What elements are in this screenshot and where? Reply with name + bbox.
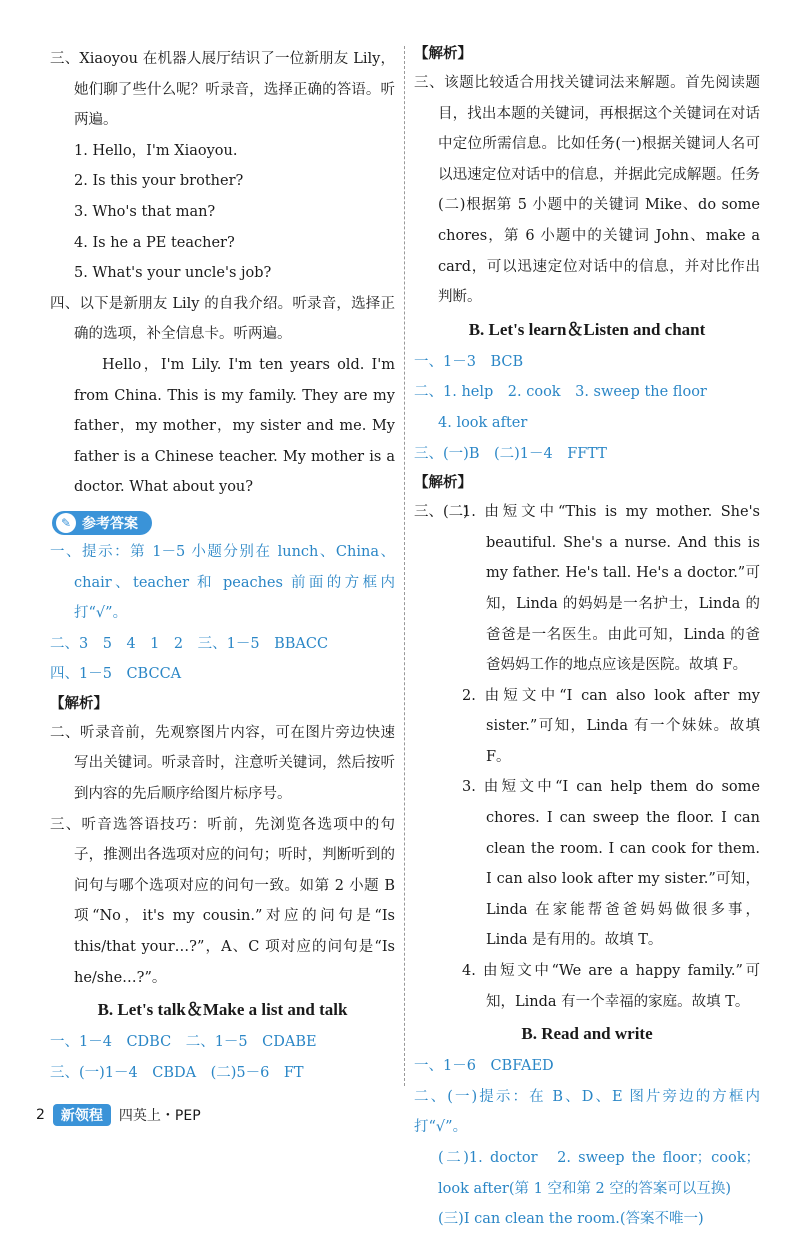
learn-answer-2: 二、1. help 2. cook 3. sweep the floor xyxy=(414,384,707,401)
question-4-passage: Hello，I'm Lily. I'm ten years old. I'm from China. This is my family. They are my father，my mother，my sister and me. My father is a Chinese teacher. My mother is a doctor. What about you? xyxy=(74,356,395,496)
learn-analysis-item: 3. 由短文中“I can help them do some chores. I can sweep the floor. I can clean the room. I can cook for them. I can also look after my sister.”可知，Linda 在家能帮爸爸妈妈做很多事，Linda 是有用的。故填 T。 xyxy=(462,779,760,949)
question-3-intro: 三、Xiaoyou 在机器人展厅结识了一位新朋友 Lily，她们聊了些什么呢？听录音，选择正确的答语。听两遍。 xyxy=(50,51,395,129)
learn-analysis-item: 1. 由短文中“This is my mother. She's beautiful. She's a nurse. And this is my father. He's tall. He's a doctor.”可知，Linda 的妈妈是一名护士，Linda 的爸爸是一名医生。由此可知，Linda 的爸爸妈妈工作的地点应该是医院。故填 F。 xyxy=(462,504,760,674)
read-answer-2b: (二)1. doctor 2. sweep the floor；cook；look after(第 1 空和第 2 空的答案可以互换) xyxy=(438,1150,760,1197)
analysis-2: 二、听录音前，先观察图片内容，可在图片旁边快速写出关键词。听录音时，注意听关键词，然后按听到内容的先后顺序给图片标序号。 xyxy=(50,724,395,803)
talk-answer-2: 三、(一)1－4 CBDA (二)5－6 FT xyxy=(50,1064,304,1081)
read-answer-1: 一、1－6 CBFAED xyxy=(414,1058,554,1075)
learn-answer-3: 三、(一)B (二)1－4 FFTT xyxy=(414,445,607,462)
right-column xyxy=(414,44,760,1235)
answer-icon: ✎ xyxy=(56,513,76,533)
learn-answer-1: 一、1－3 BCB xyxy=(414,353,524,370)
question-3-item: 5. What's your uncle's job? xyxy=(74,265,272,282)
answer-key-tab xyxy=(52,511,152,535)
answer-2-3: 二、3 5 4 1 2 三、1－5 BBACC xyxy=(50,635,329,652)
analysis-label: 【解析】 xyxy=(414,474,472,492)
analysis-talk: 三、该题比较适合用找关键词法来解题。首先阅读题目，找出本题的关键词，再根据这个关键词在对话中定位所需信息。比如任务(一)根据关键词人名可以迅速定位对话中的信息，并据此完成解题。任务(二)根据第 5 小题中的关键词 Mike、do some chores，第 6 小题中的关键词 John、make a card，可以迅速定位对话中的信息，并对比作出判断。 xyxy=(414,75,760,306)
question-3-item: 4. Is he a PE teacher? xyxy=(74,234,235,251)
analysis-3: 三、听音选答语技巧：听前，先浏览各选项中的句子，推测出各选项对应的问句；听时，判断听到的问句与哪个选项对应的问句一致。如第 2 小题 B 项“No，it's my cousin.”对应的问句是“Is this/that your…?”，A、C 项对应的问句是“Is he/she…?”。 xyxy=(50,816,395,986)
analysis-label: 【解析】 xyxy=(414,45,472,62)
learn-answer-2b: 4. look after xyxy=(438,414,528,431)
section-heading-talk: B. Let's talk＆Make a list and talk xyxy=(97,1000,348,1020)
read-answer-2c: (三)I can clean the room.(答案不唯一) xyxy=(438,1211,704,1228)
learn-analysis-lead: 三、(二) xyxy=(414,504,469,521)
brand-logo: 新领程 xyxy=(53,1104,111,1126)
answer-1: 一、提示：第 1－5 小题分别在 lunch、China、chair、teacher 和 peaches 前面的方框内打“√”。 xyxy=(50,543,395,622)
question-3-item: 3. Who's that man? xyxy=(74,203,216,220)
learn-analysis xyxy=(414,497,760,1017)
grade-label: 四英上・PEP xyxy=(118,1108,201,1124)
page-number: 2 xyxy=(36,1107,45,1123)
question-4-intro: 四、以下是新朋友 Lily 的自我介绍。听录音，选择正确的选项，补全信息卡。听两遍。 xyxy=(50,295,395,343)
column-divider xyxy=(404,46,405,1086)
left-column xyxy=(50,44,395,1088)
question-3-item: 1. Hello，I'm Xiaoyou. xyxy=(74,142,238,159)
section-heading-learn: B. Let's learn＆Listen and chant xyxy=(468,319,706,339)
section-heading-read: B. Read and write xyxy=(521,1024,653,1044)
talk-answer-1: 一、1－4 CDBC 二、1－5 CDABE xyxy=(50,1034,317,1051)
read-answer-2: 二、(一)提示：在 B、D、E 图片旁边的方框内打“√”。 xyxy=(414,1088,760,1136)
learn-analysis-item: 4. 由短文中“We are a happy family.”可知，Linda 有一个幸福的家庭。故填 T。 xyxy=(462,963,760,1010)
answer-4: 四、1－5 CBCCA xyxy=(50,666,182,683)
page-footer xyxy=(36,1102,201,1128)
analysis-label: 【解析】 xyxy=(50,694,108,712)
learn-analysis-item: 2. 由短文中“I can also look after my sister.”可知，Linda 有一个妹妹。故填 F。 xyxy=(462,687,760,765)
question-3-item: 2. Is this your brother? xyxy=(74,173,244,190)
answer-key-label: 参考答案 xyxy=(82,515,138,532)
